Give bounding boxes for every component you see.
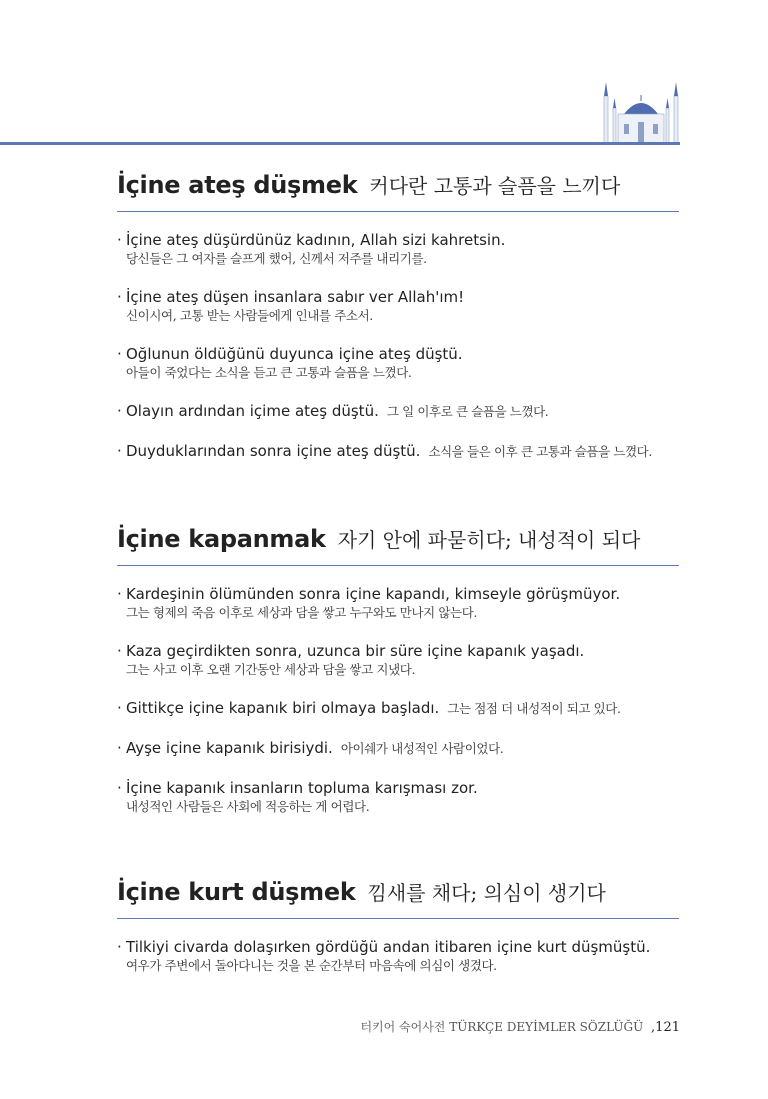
example-ko: 여우가 주변에서 돌아다니는 것을 본 순간부터 마음속에 의심이 생겼다. — [126, 958, 497, 973]
example-ko: 그는 점점 더 내성적이 되고 있다. — [447, 701, 621, 716]
bullet: · — [117, 442, 122, 460]
example-item — [117, 778, 679, 816]
example-item — [117, 344, 679, 382]
example-ko: 그는 사고 이후 오랜 기간동안 세상과 담을 쌓고 지냈다. — [126, 662, 416, 677]
idiom-section — [117, 877, 679, 994]
example-item — [117, 698, 679, 719]
example-ko: 그 일 이후로 큰 슬픔을 느꼈다. — [386, 404, 549, 419]
example-tr: İçine ateş düşürdünüz kadının, Allah sizi kahretsin. — [126, 231, 506, 249]
example-tr: Olayın ardından içime ateş düştü. — [126, 402, 379, 420]
page-number: ,121 — [651, 1020, 680, 1035]
example-item — [117, 230, 679, 268]
example-list — [117, 230, 679, 462]
idiom-heading — [117, 170, 679, 212]
bullet: · — [117, 938, 122, 956]
bullet: · — [117, 642, 122, 660]
bullet: · — [117, 779, 122, 797]
idiom-section — [117, 524, 679, 835]
example-ko: 당신들은 그 여자를 슬프게 했어, 신께서 저주를 내리기를. — [126, 251, 427, 266]
idiom-title-tr: İçine ateş düşmek — [117, 171, 358, 199]
example-ko: 아들이 죽었다는 소식을 듣고 큰 고통과 슬픔을 느꼈다. — [126, 365, 412, 380]
example-item — [117, 584, 679, 622]
example-ko: 그는 형제의 죽음 이후로 세상과 담을 쌓고 누구와도 만나지 않는다. — [126, 605, 477, 620]
bullet: · — [117, 699, 122, 717]
example-item — [117, 401, 679, 422]
bullet: · — [117, 402, 122, 420]
example-item — [117, 441, 679, 462]
example-tr: Tilkiyi civarda dolaşırken gördüğü andan itibaren içine kurt düşmüştü. — [126, 938, 651, 956]
example-tr: İçine ateş düşen insanlara sabır ver Allah'ım! — [126, 288, 465, 306]
example-list — [117, 584, 679, 816]
example-item — [117, 287, 679, 325]
idiom-title-ko: 커다란 고통과 슬픔을 느끼다 — [369, 174, 621, 198]
idiom-title-tr: İçine kapanmak — [117, 525, 326, 553]
example-item — [117, 738, 679, 759]
example-ko: 내성적인 사람들은 사회에 적응하는 게 어렵다. — [126, 799, 370, 814]
example-tr: Ayşe içine kapanık birisiydi. — [126, 739, 333, 757]
idiom-section — [117, 170, 679, 481]
example-ko: 소식을 들은 이후 큰 고통과 슬픔을 느꼈다. — [428, 444, 652, 459]
example-ko: 아이쉐가 내성적인 사람이었다. — [340, 741, 504, 756]
footer-title: 터키어 숙어사전 TÜRKÇE DEYİMLER SÖZLÜĞÜ — [360, 1020, 644, 1034]
example-tr: İçine kapanık insanların topluma karışması zor. — [126, 779, 478, 797]
example-item — [117, 937, 679, 975]
bullet: · — [117, 345, 122, 363]
bullet: · — [117, 231, 122, 249]
idiom-heading — [117, 524, 679, 566]
example-ko: 신이시여, 고통 받는 사람들에게 인내를 주소서. — [126, 308, 373, 323]
idiom-heading — [117, 877, 679, 919]
mosque-icon — [600, 78, 682, 144]
idiom-title-tr: İçine kurt düşmek — [117, 878, 356, 906]
page-footer — [360, 1018, 680, 1035]
example-tr: Gittikçe içine kapanık biri olmaya başladı. — [126, 699, 440, 717]
example-tr: Kardeşinin ölümünden sonra içine kapandı, kimseyle görüşmüyor. — [126, 585, 621, 603]
example-tr: Kaza geçirdikten sonra, uzunca bir süre içine kapanık yaşadı. — [126, 642, 585, 660]
example-list — [117, 937, 679, 975]
header-rule — [0, 142, 680, 145]
idiom-title-ko: 자기 안에 파묻히다; 내성적이 되다 — [337, 528, 641, 552]
example-tr: Oğlunun öldüğünü duyunca içine ateş düştü. — [126, 345, 463, 363]
example-tr: Duyduklarından sonra içine ateş düştü. — [126, 442, 421, 460]
idiom-title-ko: 낌새를 채다; 의심이 생기다 — [367, 881, 606, 905]
bullet: · — [117, 739, 122, 757]
bullet: · — [117, 288, 122, 306]
example-item — [117, 641, 679, 679]
bullet: · — [117, 585, 122, 603]
